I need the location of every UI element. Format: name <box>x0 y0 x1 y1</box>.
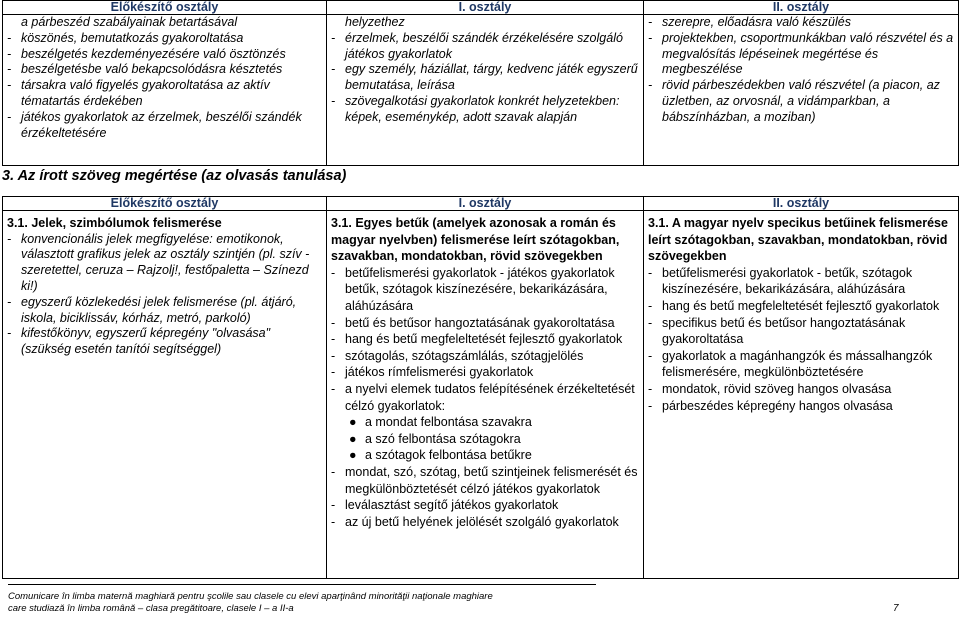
list-item: - beszélgetés kezdeményezésére való ösztönzés <box>7 46 286 61</box>
bullet-icon: ● <box>349 448 357 463</box>
list-item: - egy személy, háziállat, tárgy, kedvenc játék egyszerű bemutatása, leírása <box>331 62 638 93</box>
continuation-text: a párbeszéd szabályainak betartásával <box>21 15 238 29</box>
top-continuation-table <box>2 0 959 166</box>
footer-line-1: Comunicare în limba maternă maghiară pentru şcolile sau clasele cu elevi aparţinând minorităţii naţionale maghiare <box>8 591 493 602</box>
section3-col1-list <box>7 211 322 358</box>
section3-col2-list <box>331 211 639 530</box>
list-item: - leválasztást segítő játékos gyakorlatok <box>331 498 559 513</box>
list-item: - szövegalkotási gyakorlatok konkrét helyzetekben: képek, eseménykép, adott szavak alapján <box>331 93 620 124</box>
sub-list-item: ● a szó felbontása szótagokra <box>349 431 521 446</box>
list-item: - konvencionális jelek megfigyelése: emotikonok, választott grafikus jelek az osztály szintjén (pl. szív -szeretettel, ceruza – Rajzolj!, festőpaletta – Színezd ki!) <box>7 231 310 293</box>
list-item: - hang és betű megfeleltetését fejlesztő gyakorlatok <box>648 298 940 313</box>
list-item: - játékos gyakorlatok az érzelmek, beszélői szándék érzékeltetésére <box>7 109 302 140</box>
top-col2-cell <box>327 15 644 166</box>
list-item: - mondatok, rövid szöveg hangos olvasása <box>648 381 892 396</box>
section3-table <box>2 196 959 579</box>
bullet-icon: ● <box>349 415 357 430</box>
section3-col2-cell <box>327 211 644 579</box>
list-item: - rövid párbeszédekben való részvétel (a piacon, az üzletben, az orvosnál, a vidámparkban, a bábszínházban, a moziban) <box>648 78 940 124</box>
list-item: - játékos rímfelismerési gyakorlatok <box>331 365 534 380</box>
list-item: - betűfelismerési gyakorlatok - betűk, szótagok kiszínezésére, bekarikázására, aláhúzására <box>648 265 913 297</box>
section-title: 3. Az írott szöveg megértése (az olvasás tanulása) <box>2 168 347 184</box>
section3-col3-cell <box>644 211 959 579</box>
list-item: - projektekben, csoportmunkákban való részvétel és a megvalósítás lépéseinek megértése és megbeszélése <box>648 30 954 77</box>
top-col1-cell <box>3 15 327 166</box>
list-item: - köszönés, bemutatkozás gyakoroltatása <box>7 30 244 45</box>
sub-list-item: ● a mondat felbontása szavakra <box>349 415 532 430</box>
competence-heading: 3.1. A magyar nyelv specikus betűinek felismerése leírt szótagokban, szavakban, mondatokban, rövid szövegekben <box>648 216 948 264</box>
top-col3-list <box>648 15 954 126</box>
list-item: - párbeszédes képregény hangos olvasása <box>648 398 893 413</box>
list-item: - társakra való figyelés gyakoroltatása az aktív tématartás érdekében <box>7 78 270 108</box>
top-col2-list <box>331 15 639 126</box>
sub-list-item: ● a szótagok felbontása betűkre <box>349 448 532 463</box>
section3-col3-list <box>648 211 954 414</box>
header-preparatory: Előkészítő osztály <box>3 197 327 211</box>
bullet-icon: ● <box>349 431 357 446</box>
header-preparatory: Előkészítő osztály <box>3 1 327 15</box>
list-item: - a nyelvi elemek tudatos felépítésének érzékeltetését célzó gyakorlatok: <box>331 381 635 413</box>
list-item: - hang és betű megfeleltetését fejlesztő gyakorlatok <box>331 332 623 347</box>
list-item: - az új betű helyének jelölését szolgáló gyakorlatok <box>331 514 619 529</box>
page-number: 7 <box>893 603 899 614</box>
footer-line-2: care studiază în limba română – clasa pregătitoare, clasele I – a II-a <box>8 603 294 614</box>
list-item: - kifestőkönyv, egyszerű képregény "olvasása" (szükség esetén tanítói segítséggel) <box>7 326 271 357</box>
list-item: - gyakorlatok a magánhangzók és mássalhangzók felismerésére, megkülönböztetésére <box>648 348 933 380</box>
list-item: - betű és betűsor hangoztatásának gyakoroltatása <box>331 315 615 330</box>
top-col1-list <box>7 15 322 141</box>
section3-col1-cell <box>3 211 327 579</box>
continuation-text: helyzethez <box>345 15 405 29</box>
header-grade-1: I. osztály <box>327 197 644 211</box>
header-grade-2: II. osztály <box>644 1 959 15</box>
list-item: - specifikus betű és betűsor hangoztatásának gyakoroltatása <box>648 315 906 347</box>
list-item: - szótagolás, szótagszámlálás, szótagjelölés <box>331 348 584 363</box>
header-grade-1: I. osztály <box>327 1 644 15</box>
competence-heading: 3.1. Egyes betűk (amelyek azonosak a román és magyar nyelvben) felismerése leírt szótagokban, szavakban, mondatokban, rövid szövegekben <box>331 216 620 264</box>
list-item: - betűfelismerési gyakorlatok - játékos gyakorlatok betűk, szótagok kiszínezésére, bekarikázására, aláhúzására <box>331 265 615 313</box>
list-item: - mondat, szó, szótag, betű szintjeinek felismerését és megkülönböztetését célzó játékos gyakorlatok <box>331 464 638 496</box>
list-item: - érzelmek, beszélői szándék érzékelésére szolgáló játékos gyakorlatok <box>331 30 623 61</box>
competence-heading: 3.1. Jelek, szimbólumok felismerése <box>7 216 222 230</box>
header-grade-2: II. osztály <box>644 197 959 211</box>
footer-divider <box>8 584 596 585</box>
top-col3-cell <box>644 15 959 166</box>
list-item: - egyszerű közlekedési jelek felismerése (pl. átjáró, iskola, biciklissáv, kórház, metró, parkoló) <box>7 294 297 325</box>
list-item: - szerepre, előadásra való készülés <box>648 15 851 29</box>
list-item: - beszélgetésbe való bekapcsolódásra késztetés <box>7 62 283 77</box>
